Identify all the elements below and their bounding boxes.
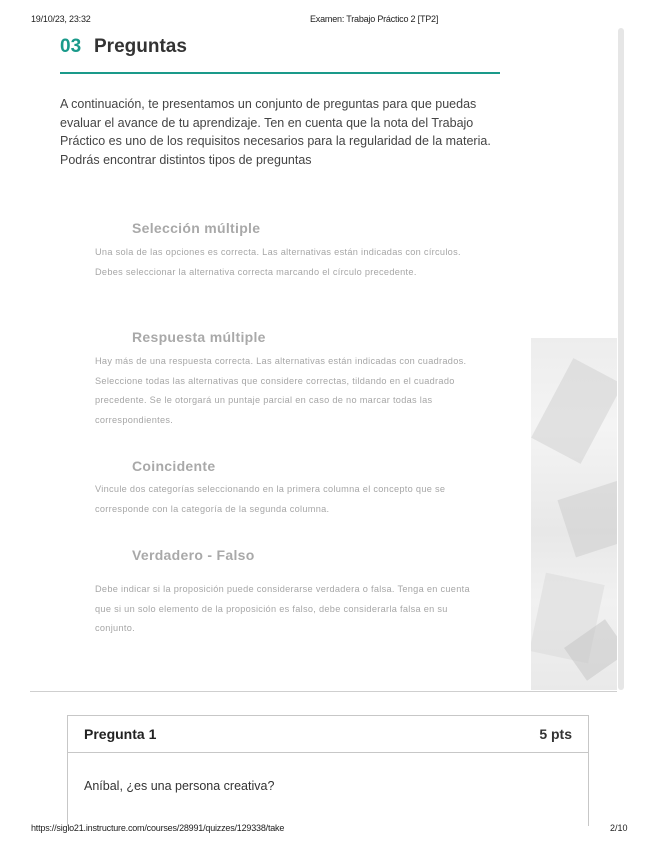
print-page-title: Examen: Trabajo Práctico 2 [TP2] (310, 14, 439, 24)
question-card (67, 715, 589, 826)
qtype-desc-seleccion-multiple: Una sola de las opciones es correcta. Las alternativas están indicadas con círculos. Debes seleccionar la alternativa correcta marcando el círculo precedente. (95, 247, 461, 277)
section-number: 03 (60, 36, 82, 57)
qtype-desc-coincidente: Vincule dos categorías seleccionando en la primera columna el concepto que se corresponde con la categoría de la segunda columna. (95, 484, 446, 514)
content-divider (30, 691, 617, 692)
qtype-desc-respuesta-multiple: Hay más de una respuesta correcta. Las alternativas están indicadas con cuadrados. Seleccione todas las alternativas que considere correctas, tildando en el cuadrado precedente. Se le otorgará un puntaje parcial en caso de no marcar todas las correspondientes. (95, 356, 467, 425)
print-page-number: 2/10 (610, 823, 628, 833)
decorative-background-image (531, 338, 617, 690)
question-name: Pregunta 1 (84, 726, 157, 742)
qtype-title-verdadero-falso: Verdadero - Falso (132, 547, 255, 563)
print-date: 19/10/23, 23:32 (31, 14, 91, 24)
scrollbar[interactable] (618, 28, 624, 690)
question-text: Aníbal, ¿es una persona creativa? (84, 779, 275, 793)
qtype-title-respuesta-multiple: Respuesta múltiple (132, 329, 266, 345)
qtype-desc-verdadero-falso: Debe indicar si la proposición puede considerarse verdadera o falsa. Tenga en cuenta que si un solo elemento de la proposición es falso, debe considerarla falsa en su conjunto. (95, 584, 470, 633)
intro-paragraph: A continuación, te presentamos un conjunto de preguntas para que puedas evaluar el avance de tu aprendizaje. Ten en cuenta que la nota del Trabajo Práctico es uno de los requisitos necesarios para la regularidad de la materia. Podrás encontrar distintos tipos de preguntas (60, 97, 491, 167)
section-divider (60, 72, 500, 74)
qtype-title-seleccion-multiple: Selección múltiple (132, 220, 261, 236)
question-header (68, 716, 588, 753)
qtype-title-coincidente: Coincidente (132, 458, 216, 474)
section-title: Preguntas (94, 36, 187, 57)
print-url: https://siglo21.instructure.com/courses/28991/quizzes/129338/take (31, 823, 285, 833)
question-points: 5 pts (539, 726, 572, 742)
